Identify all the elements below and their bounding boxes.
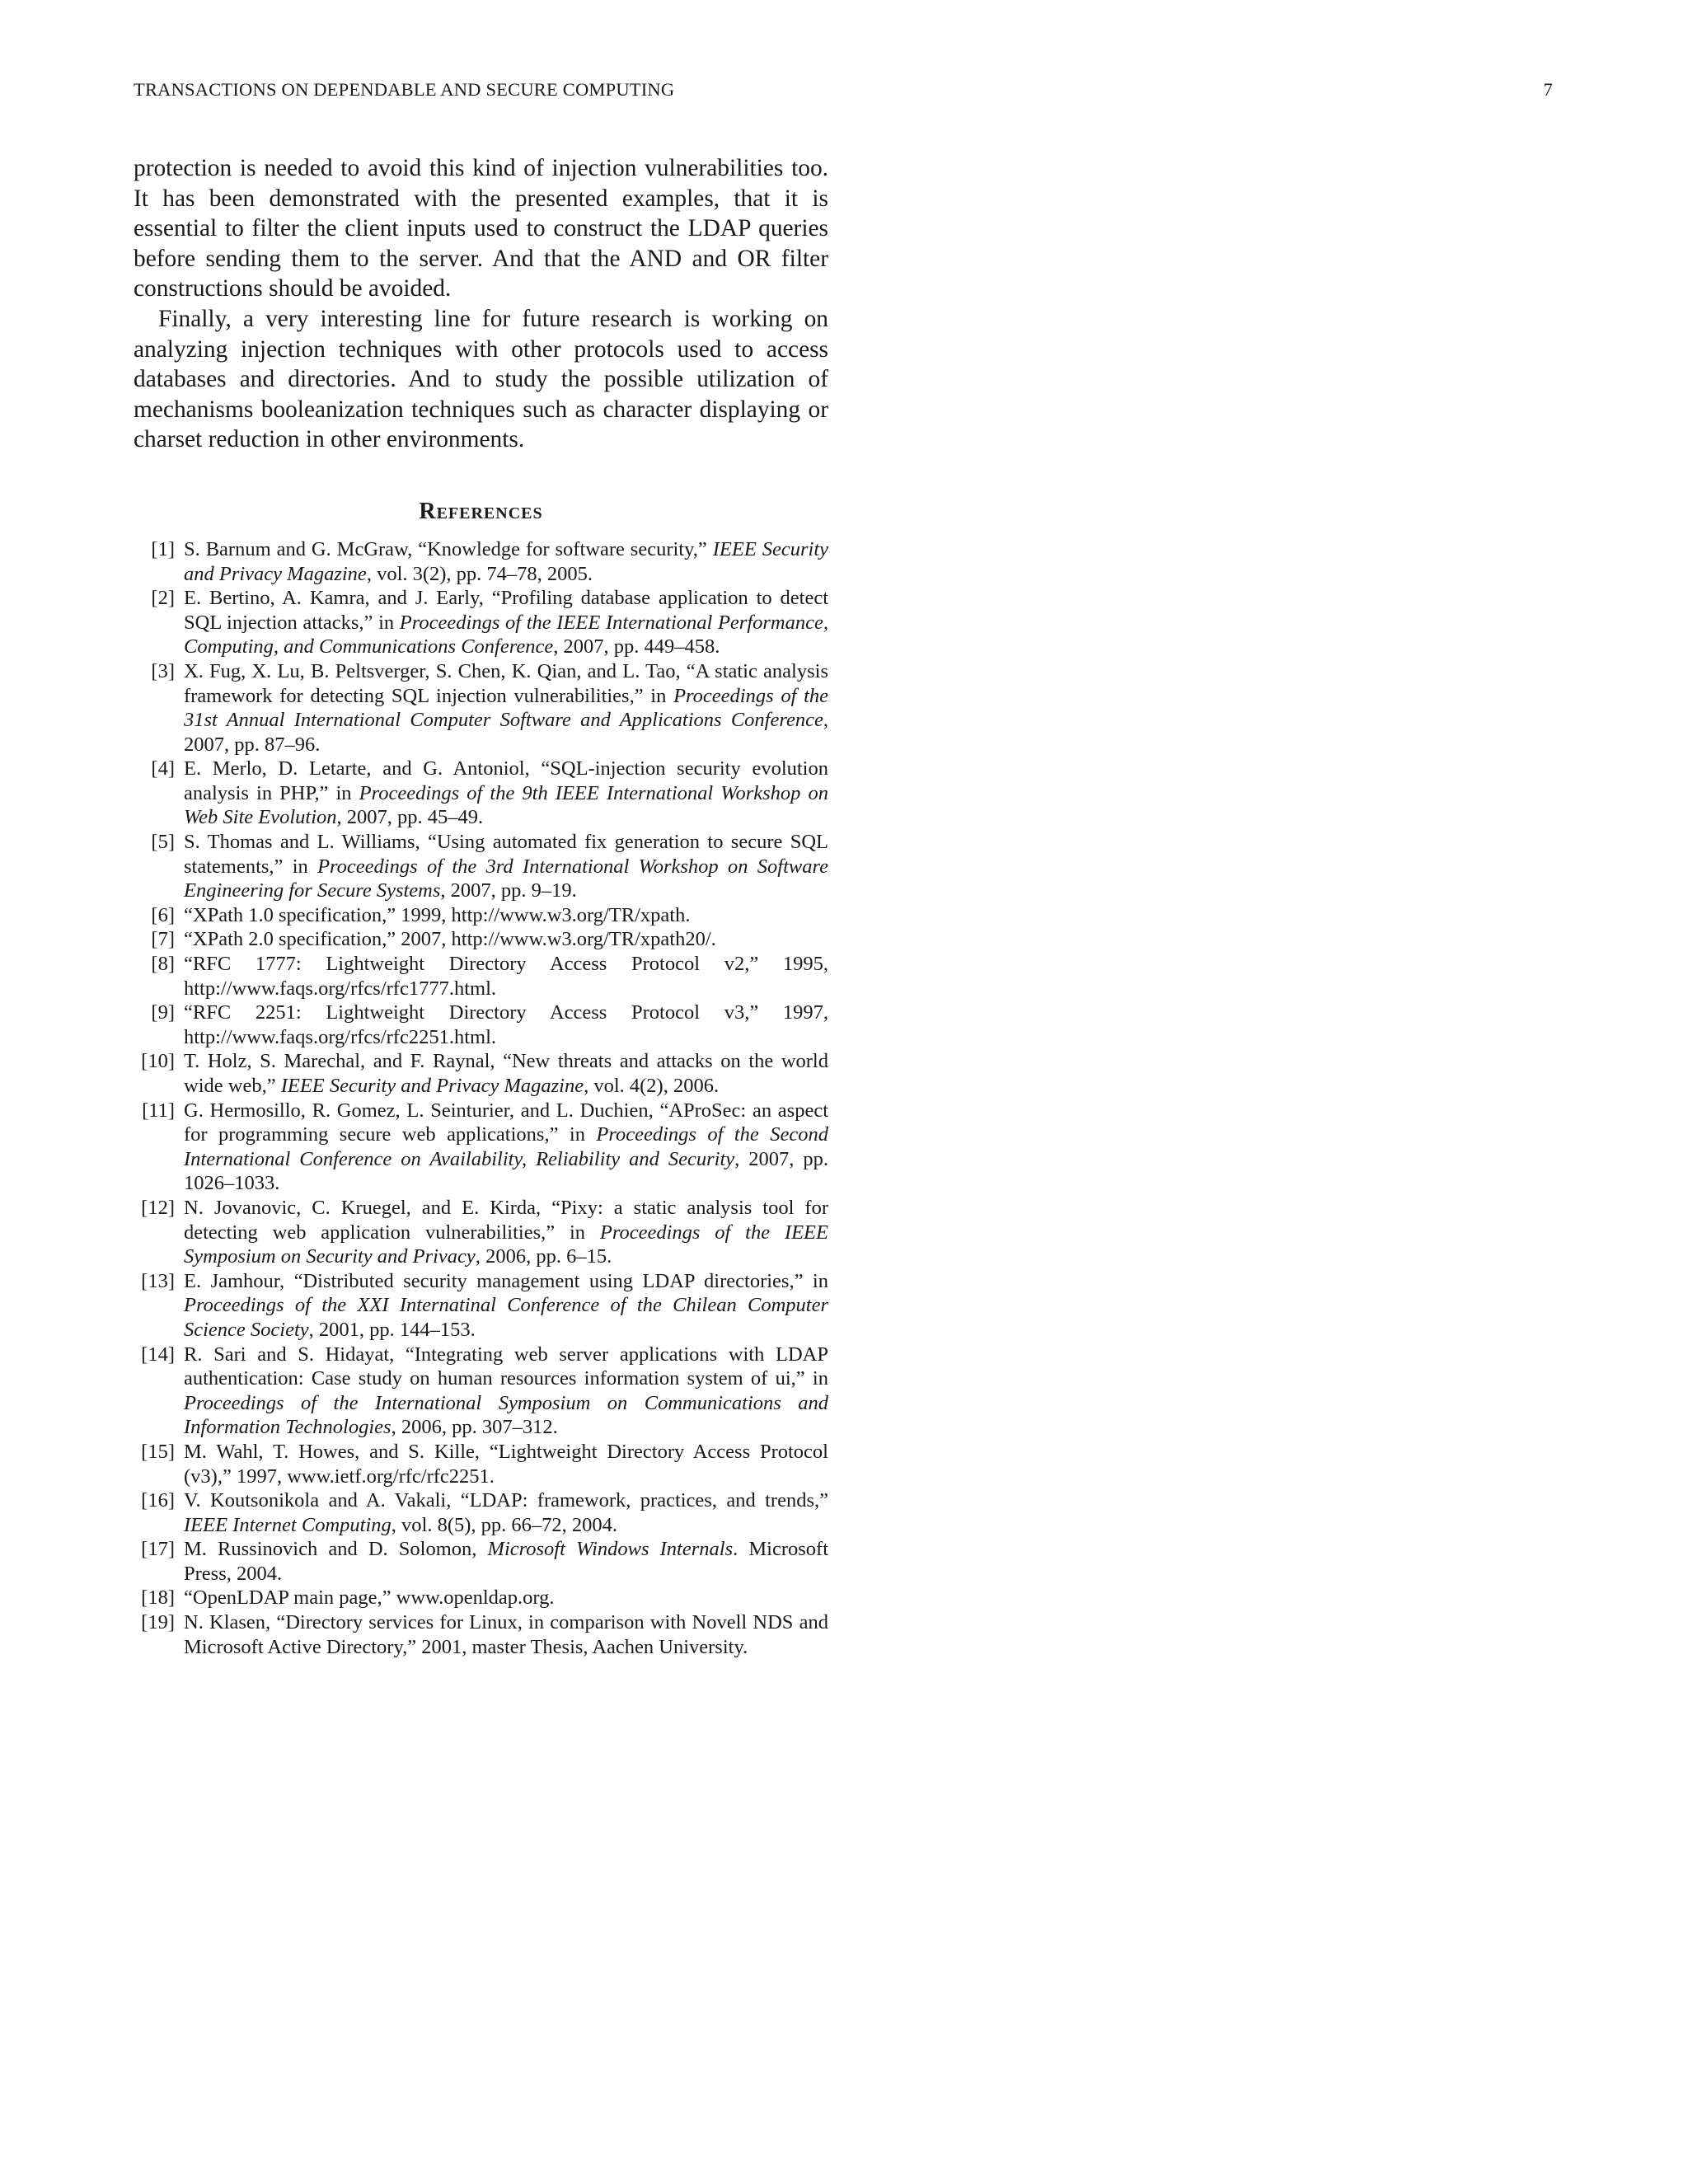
- reference-venue: Proceedings of the IEEE Symposium on Security and Privacy: [184, 1221, 828, 1268]
- reference-venue: Proceedings of the 31st Annual International Computer Software and Applications Conference: [184, 684, 829, 732]
- reference-text: E. Bertino, A. Kamra, and J. Early, “Profiling database application to detect SQL injection attacks,” in: [184, 587, 828, 634]
- reference-text: , vol. 4(2), 2006.: [584, 1075, 720, 1097]
- body-paragraph: Finally, a very interesting line for future research is working on analyzing injection techniques with other protocols used to access databases and directories. And to study the possible utilization of mechanisms booleanization techniques such as character displaying or charset reduction in other environments.: [134, 305, 828, 453]
- reference-number: [14]: [141, 1343, 175, 1366]
- reference-venue: Proceedings of the XXI Internatinal Conference of the Chilean Computer Science Society: [184, 1294, 828, 1341]
- reference-venue: Proceedings of the Second International Conference on Availability, Reliability and Security: [184, 1123, 828, 1170]
- reference-venue: Proceedings of the 9th IEEE International Workshop on Web Site Evolution: [184, 781, 828, 829]
- running-header: [134, 79, 1553, 104]
- reference-item: [134, 1610, 828, 1659]
- reference-item: [134, 927, 828, 952]
- reference-venue: Proceedings of the 3rd International Workshop on Software Engineering for Secure Systems: [184, 855, 828, 902]
- reference-text: , vol. 3(2), pp. 74–78, 2005.: [366, 562, 593, 585]
- reference-text: , 2006, pp. 307–312.: [391, 1416, 558, 1439]
- reference-text: . Microsoft Press, 2004.: [184, 1538, 829, 1585]
- reference-item: [134, 586, 828, 659]
- reference-number: [3]: [151, 659, 175, 682]
- reference-text: , 2007, pp. 449–458.: [553, 635, 720, 658]
- reference-item: [134, 952, 828, 1001]
- reference-text: X. Fug, X. Lu, B. Peltsverger, S. Chen, K. Qian, and L. Tao, “A static analysis framework for detecting SQL injection vulnerabilities,” in: [184, 659, 828, 707]
- reference-venue: Proceedings of the IEEE International Performance, Computing, and Communications Conference: [184, 611, 828, 658]
- reference-text: , 2006, pp. 6–15.: [475, 1245, 612, 1268]
- reference-text: “XPath 2.0 specification,” 2007, http://www.w3.org/TR/xpath20/.: [184, 928, 716, 951]
- reference-number: [13]: [141, 1269, 175, 1292]
- reference-number: [1]: [151, 537, 175, 560]
- conclusion-text: [134, 153, 828, 455]
- reference-item: [134, 757, 828, 830]
- reference-item: [134, 1440, 828, 1488]
- references-heading: References: [419, 498, 543, 524]
- page-number: 7: [1543, 79, 1553, 100]
- reference-item: [134, 1343, 828, 1440]
- reference-text: S. Thomas and L. Williams, “Using automated fix generation to secure SQL statements,” in: [184, 831, 828, 878]
- reference-item: [134, 1099, 828, 1196]
- reference-text: R. Sari and S. Hidayat, “Integrating web server applications with LDAP authentication: Case study on human resources information system of ui,” in: [184, 1343, 828, 1390]
- reference-venue: IEEE Security and Privacy Magazine: [280, 1075, 584, 1097]
- reference-item: [134, 659, 828, 757]
- reference-item: [134, 830, 828, 903]
- reference-number: [8]: [151, 953, 175, 976]
- reference-text: , 2007, pp. 1026–1033.: [184, 1147, 828, 1195]
- reference-text: N. Klasen, “Directory services for Linux, in comparison with Novell NDS and Microsoft Active Directory,” 2001, master Thesis, Aachen University.: [184, 1611, 828, 1658]
- journal-title: TRANSACTIONS ON DEPENDABLE AND SECURE COMPUTING: [134, 79, 675, 100]
- reference-number: [7]: [151, 928, 175, 951]
- reference-number: [12]: [141, 1196, 175, 1219]
- reference-text: M. Wahl, T. Howes, and S. Kille, “Lightweight Directory Access Protocol (v3),” 1997, www.ietf.org/rfc/rfc2251.: [184, 1440, 828, 1488]
- reference-item: [134, 1001, 828, 1049]
- reference-number: [2]: [151, 587, 175, 610]
- reference-text: G. Hermosillo, R. Gomez, L. Seinturier, and L. Duchien, “AProSec: an aspect for programming secure web applications,” in: [184, 1099, 828, 1146]
- reference-text: S. Barnum and G. McGraw, “Knowledge for software security,”: [184, 537, 713, 560]
- reference-text: , 2001, pp. 144–153.: [308, 1318, 476, 1341]
- reference-number: [6]: [151, 903, 175, 926]
- reference-number: [19]: [141, 1611, 175, 1634]
- reference-number: [17]: [141, 1538, 175, 1561]
- reference-text: T. Holz, S. Marechal, and F. Raynal, “New threats and attacks on the world wide web,”: [184, 1050, 828, 1097]
- reference-text: , 2007, pp. 45–49.: [336, 806, 484, 829]
- reference-text: M. Russinovich and D. Solomon,: [184, 1538, 488, 1561]
- reference-item: [134, 1586, 828, 1610]
- reference-venue: IEEE Internet Computing: [184, 1513, 392, 1536]
- reference-number: [4]: [151, 757, 175, 780]
- reference-text: “RFC 1777: Lightweight Directory Access Protocol v2,” 1995, http://www.faqs.org/rfcs/rfc1777.html.: [184, 953, 828, 1000]
- reference-text: “OpenLDAP main page,” www.openldap.org.: [184, 1586, 555, 1610]
- reference-number: [15]: [141, 1440, 175, 1463]
- reference-text: , vol. 8(5), pp. 66–72, 2004.: [391, 1513, 618, 1536]
- reference-venue: IEEE Security and Privacy Magazine: [184, 537, 829, 585]
- reference-text: , 2007, pp. 87–96.: [184, 709, 828, 756]
- reference-text: E. Merlo, D. Letarte, and G. Antoniol, “SQL-injection security evolution analysis in PHP,” in: [184, 757, 828, 804]
- body-paragraph: protection is needed to avoid this kind of injection vulnerabilities too. It has been demonstrated with the presented examples, that it is essential to filter the client inputs used to construct the LDAP queries before sending them to the server. And that the AND and OR filter constructions should be avoided.: [134, 155, 828, 302]
- reference-item: [134, 1488, 828, 1537]
- reference-number: [11]: [142, 1099, 175, 1122]
- reference-text: V. Koutsonikola and A. Vakali, “LDAP: framework, practices, and trends,”: [184, 1489, 828, 1512]
- reference-text: E. Jamhour, “Distributed security management using LDAP directories,” in: [184, 1269, 828, 1292]
- reference-number: [10]: [141, 1050, 175, 1073]
- reference-list: [134, 537, 828, 1659]
- reference-number: [5]: [151, 831, 175, 854]
- reference-item: [134, 537, 828, 586]
- reference-item: [134, 1537, 828, 1586]
- reference-text: “RFC 2251: Lightweight Directory Access Protocol v3,” 1997, http://www.faqs.org/rfcs/rfc2251.html.: [184, 1001, 828, 1048]
- reference-item: [134, 903, 828, 928]
- reference-text: N. Jovanovic, C. Kruegel, and E. Kirda, “Pixy: a static analysis tool for detecting web application vulnerabilities,” in: [184, 1196, 828, 1244]
- reference-number: [9]: [151, 1001, 175, 1024]
- reference-text: , 2007, pp. 9–19.: [440, 879, 577, 902]
- reference-text: “XPath 1.0 specification,” 1999, http://www.w3.org/TR/xpath.: [184, 903, 691, 926]
- reference-venue: Proceedings of the International Symposium on Communications and Information Technologies: [184, 1391, 828, 1439]
- reference-number: [18]: [141, 1586, 175, 1610]
- left-column: [134, 153, 828, 1659]
- reference-item: [134, 1196, 828, 1269]
- reference-venue: Microsoft Windows Internals: [487, 1538, 734, 1561]
- reference-number: [16]: [141, 1489, 175, 1512]
- reference-item: [134, 1269, 828, 1343]
- reference-item: [134, 1049, 828, 1098]
